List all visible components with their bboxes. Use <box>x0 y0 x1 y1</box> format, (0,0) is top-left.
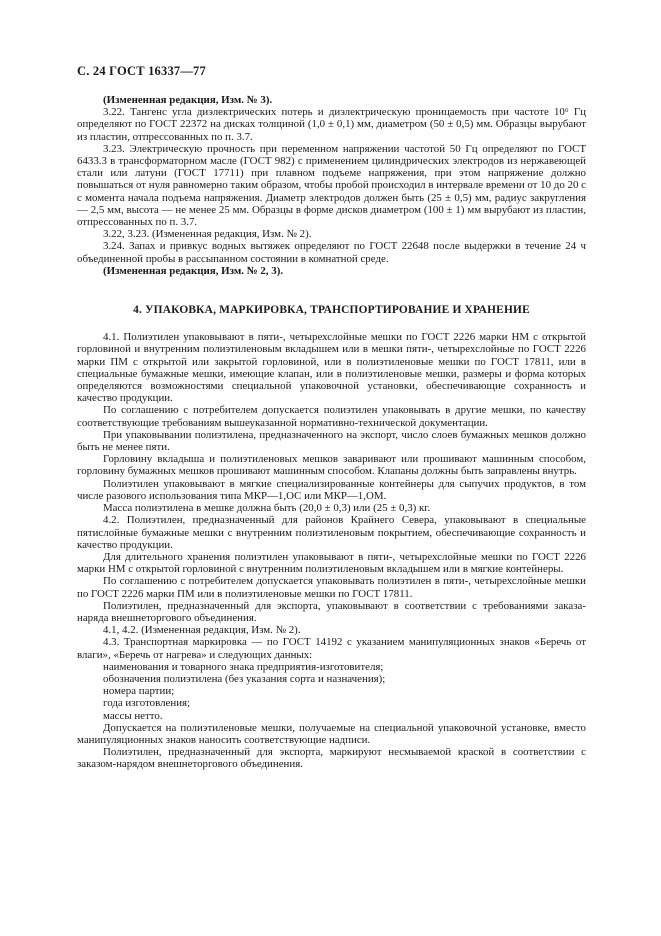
paragraph: По соглашению с потребителем допускается упаковывать полиэтилен в пяти-, четырехслойные мешки по ГОСТ 2226 марки ПМ или в полиэтиленовые мешки по ГОСТ 17811. <box>77 575 586 600</box>
list-item: года изготовления; <box>103 697 191 710</box>
list-item: массы нетто. <box>103 709 163 722</box>
list-item: номера партии; <box>103 685 175 698</box>
list-item: наименования и товарного знака предприятия-изготовителя; <box>103 660 384 673</box>
paragraph-3-22: 3.22. Тангенс угла диэлектрических потерь и диэлектрическую проницаемость при частоте 10⁶ Гц определяют по ГОСТ 22372 на дисках толщиной (1,0 ± 0,1) мм, диаметром (50 ± 0,5) мм. Образцы вырубают из пластин, отпрессованных по п. 3.7. <box>77 106 586 143</box>
paragraph-3-23: 3.23. Электрическую прочность при переменном напряжении частотой 50 Гц определяют по ГОСТ 6433.3 в трансформаторном масле (ГОСТ 982) с применением цилиндрических электродов из нержавеющей стали или латуни (ГОСТ 17711) при плавном подъеме напряжения, при этом напряжение должно повышаться от нуля равномерно таким образом, чтобы пробой происходил в интервале времени от 10 до 20 с с момента начала подъема напряжения. Диаметр электродов должен быть (25 ± 0,5) мм, радиус закругления — 2,5 мм, высота — не менее 25 мм. Образцы в форме дисков диаметром (100 ± 1) мм вырубают из пластин, отпрессованных по п. 3.7. <box>77 142 586 229</box>
page-header: С. 24 ГОСТ 16337—77 <box>77 64 206 78</box>
amendment-note: 3.22, 3.23. (Измененная редакция, Изм. № 2). <box>103 228 312 241</box>
document-body <box>77 94 586 771</box>
list-item: обозначения полиэтилена (без указания сорта и назначения); <box>103 672 386 685</box>
amendment-note: (Измененная редакция, Изм. № 2, 3). <box>103 264 284 277</box>
paragraph: Масса полиэтилена в мешке должна быть (20,0 ± 0,3) или (25 ± 0,3) кг. <box>103 502 431 515</box>
amendment-note: 4.1, 4.2. (Измененная редакция, Изм. № 2). <box>103 624 301 637</box>
paragraph: Полиэтилен, предназначенный для экспорта, упаковывают в соответствии с требованиями заказа-наряда внешнеторгового объединения. <box>77 599 586 624</box>
paragraph: Допускается на полиэтиленовые мешки, получаемые на специальной упаковочной установке, вместо манипуляционных знаков наносить соответствующие надписи. <box>77 721 586 746</box>
amendment-note: (Измененная редакция, Изм. № 3). <box>103 94 273 106</box>
paragraph-4-1: 4.1. Полиэтилен упаковывают в пяти-, четырехслойные мешки по ГОСТ 2226 марки НМ с открытой горловиной и внутренним полиэтиленовым вкладышем или в мешки пяти-, четырехслойные по ГОСТ 2226 марки ПМ с открытой или закрытой горловиной, или в полиэтиленовые мешки по ГОСТ 17811, или в специальные бумажные мешки, имеющие клапан, или в полиэтиленовые мешки, размеры и форма которых определяются возможностями специальной упаковочной установки, обеспечивающие сохранность и качество продукции. <box>77 331 586 405</box>
paragraph: Полиэтилен, предназначенный для экспорта, маркируют несмываемой краской в соответствии с заказом-нарядом внешнеторгового объединения. <box>77 746 586 771</box>
section-title: 4. УПАКОВКА, МАРКИРОВКА, ТРАНСПОРТИРОВАНИЕ И ХРАНЕНИЕ <box>133 304 530 317</box>
paragraph-3-24: 3.24. Запах и привкус водных вытяжек определяют по ГОСТ 22648 после выдержки в течение 24 ч объединенной пробы в рассыпанном состоянии в комнатной среде. <box>77 240 586 265</box>
paragraph-4-3: 4.3. Транспортная маркировка — по ГОСТ 14192 с указанием манипуляционных знаков «Беречь от влаги», «Беречь от нагрева» и следующих данных: <box>77 636 586 661</box>
paragraph: По соглашению с потребителем допускается полиэтилен упаковывать в другие мешки, по качеству соответствующие требованиям вышеуказанной нормативно-технической документации. <box>77 404 586 429</box>
paragraph: Горловину вкладыша и полиэтиленовых мешков заваривают или прошивают машинным способом, горловину бумажных мешков прошивают машинным способом. Клапаны должны быть заправлены внутрь. <box>77 453 586 478</box>
paragraph: Полиэтилен упаковывают в мягкие специализированные контейнеры для сыпучих продуктов, в том числе разового использования типа МКР—1,ОС или МКР—1,ОМ. <box>77 477 586 502</box>
paragraph: Для длительного хранения полиэтилен упаковывают в пяти-, четырехслойные мешки по ГОСТ 2226 марки НМ с открытой горловиной с внутренним полиэтиленовым вкладышем или в мягкие контейнеры. <box>77 550 586 576</box>
paragraph-4-2: 4.2. Полиэтилен, предназначенный для районов Крайнего Севера, упаковывают в специальные пятислойные бумажные мешки с внутренним полиэтиленовым покрытием, обеспечивающие сохранность и качество продукции. <box>77 514 586 551</box>
paragraph: При упаковывании полиэтилена, предназначенного на экспорт, число слоев бумажных мешков должно быть не менее пяти. <box>77 428 586 454</box>
